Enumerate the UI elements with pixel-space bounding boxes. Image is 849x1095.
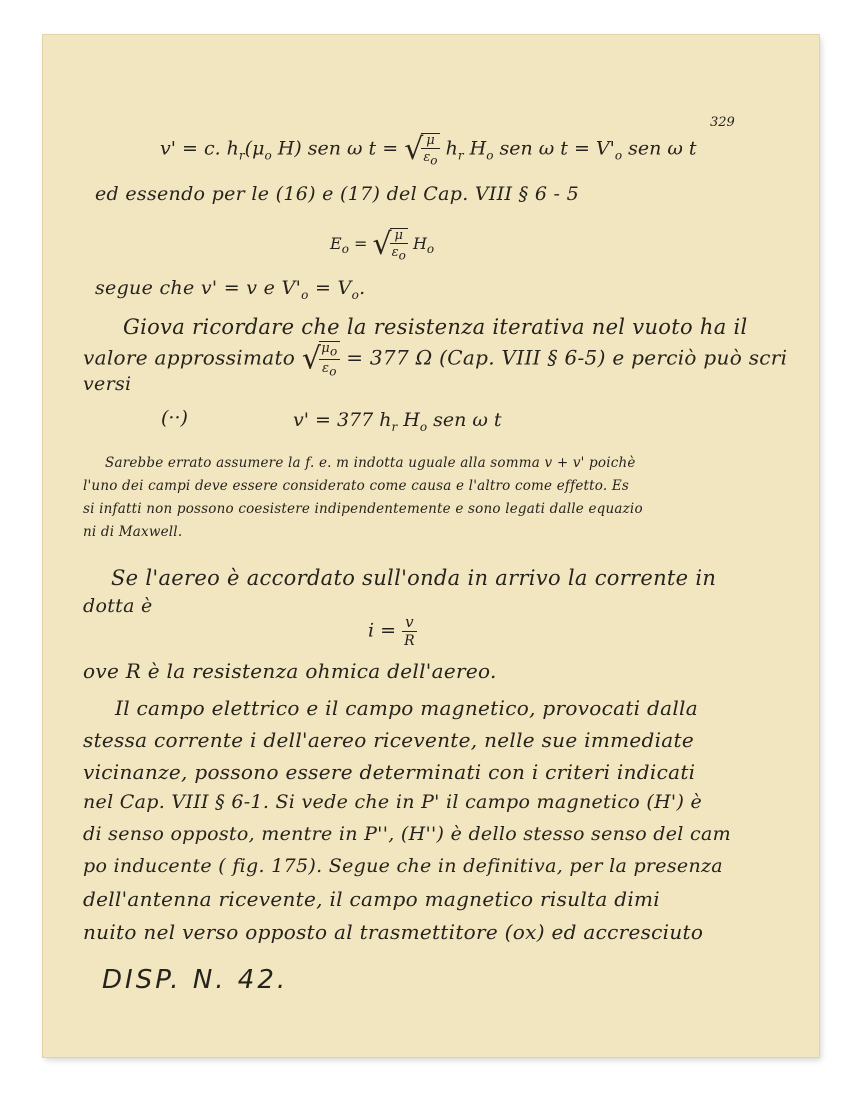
text-line-ed-essendo: ed essendo per le (16) e (17) del Cap. VIII § 6 - 5 (95, 183, 579, 205)
paragraph-campo-line-6: po inducente ( fig. 175). Segue che in definitiva, per la presenza (83, 855, 723, 877)
equation-4: i = $\frac{v}{R}$ (368, 613, 415, 649)
text-line-ove: ove R è la resistenza ohmica dell'aereo. (83, 659, 497, 683)
equation-2: $E_o$ = √ $\frac{\mu}{\varepsilon_o}$ $H_o$ (330, 227, 435, 263)
note-line-2: l'uno dei campi deve essere considerato come causa e l'altro come effetto. Es (83, 478, 630, 494)
paragraph-campo-line-7: dell'antenna ricevente, il campo magnetico risulta dimi (83, 887, 661, 911)
note-line-3: si infatti non possono coesistere indipendentemente e sono legati dalle equazio (83, 501, 643, 517)
equation-3-label: (··) (161, 407, 188, 429)
paragraph-campo-line-8: nuito nel verso opposto al trasmettitore (ox) ed accresciuto (83, 920, 704, 944)
note-line-4: ni di Maxwell. (83, 524, 183, 540)
square-root: √ $\frac{\mu}{\varepsilon_o}$ (404, 132, 438, 168)
paragraph-campo-line-5: di senso opposto, mentre in P'', (H'') è dello stesso senso del cam (83, 823, 731, 845)
equation-1: v' = c. $h_r(\mu_o$ H) sen ω t = √ $\frac{\mu}{\varepsilon_o}$ $h_r$ $H_o$ sen ω $t = V'_o$ sen ω t (160, 132, 697, 168)
page-number: 329 (710, 115, 735, 130)
paragraph-aereo-line-2: dotta è (83, 595, 153, 617)
dispensa-stamp: DISP. N. 42. (102, 965, 289, 995)
paragraph-giova-line-1: Giova ricordare che la resistenza iterativa nel vuoto ha il (123, 315, 748, 339)
paragraph-giova-line-2: valore approssimato √ $\frac{\mu_o}{\varepsilon_o}$ = 377 Ω (Cap. VIII § 6-5) e perciò può scri (83, 341, 788, 379)
paragraph-campo-line-4: nel Cap. VIII § 6-1. Si vede che in P' il campo magnetico (H') è (83, 791, 703, 813)
paragraph-campo-line-1: Il campo elettrico e il campo magnetico, provocati dalla (115, 696, 698, 720)
paragraph-giova-line-3: versi (83, 373, 132, 395)
equation-3: v' = 377 $h_r$ $H_o$ sen ω t (293, 409, 502, 434)
paragraph-campo-line-2: stessa corrente i dell'aereo ricevente, nelle sue immediate (83, 728, 694, 752)
document-page (43, 35, 819, 1057)
text-line-segue: segue che v' = v e $V'_o = V_o$. (95, 277, 366, 302)
paragraph-aereo-line-1: Se l'aereo è accordato sull'onda in arrivo la corrente in (111, 566, 717, 590)
note-line-1: Sarebbe errato assumere la f. e. m indotta uguale alla somma v + v' poichè (105, 455, 636, 471)
paragraph-campo-line-3: vicinanze, possono essere determinati con i criteri indicati (83, 760, 696, 784)
